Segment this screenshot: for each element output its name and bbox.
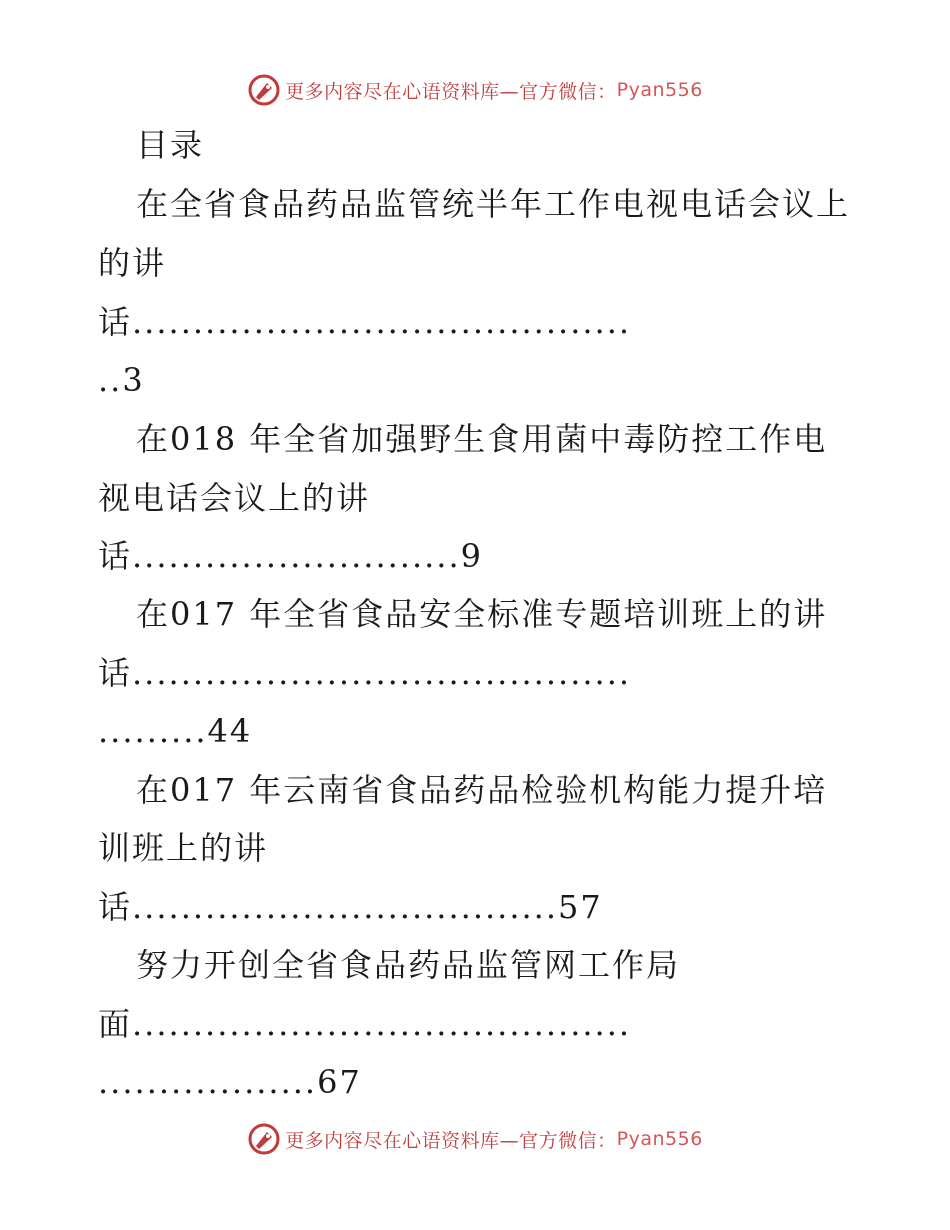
- wechat-id: Pyan556: [616, 79, 703, 101]
- toc-entry-5-leader-line1[interactable]: 面.........................................: [98, 1005, 632, 1043]
- toc-entry-4-leader-line1[interactable]: 话...................................57: [98, 888, 603, 926]
- toc-entry-4-title-line1[interactable]: 在017 年云南省食品药品检验机构能力提升培: [136, 771, 828, 809]
- toc-entry-2-leader-line1[interactable]: 话...........................9: [98, 537, 484, 575]
- toc-entry-3-title-line1[interactable]: 在017 年全省食品安全标准专题培训班上的讲: [136, 595, 828, 633]
- toc-entry-1-title-line2[interactable]: 的讲: [98, 244, 167, 282]
- pen-nib-logo-icon: [247, 73, 281, 107]
- toc-entry-1-leader-line1[interactable]: 话.........................................: [98, 303, 632, 341]
- watermark-banner-top: [0, 70, 950, 110]
- pen-nib-logo-icon: [247, 1122, 281, 1156]
- toc-entry-1-leader-line2[interactable]: ..3: [98, 361, 145, 399]
- toc-entry-2-title-line2[interactable]: 视电话会议上的讲: [98, 479, 371, 517]
- toc-entry-5-leader-line2[interactable]: ..................67: [98, 1063, 362, 1101]
- watermark-text: 更多内容尽在心语资料库—官方微信：: [285, 80, 617, 103]
- toc-entry-1-title-line1[interactable]: 在全省食品药品监管统半年工作电视电话会议上: [136, 185, 851, 223]
- toc-entry-2-title-line1[interactable]: 在018 年全省加强野生食用菌中毒防控工作电: [136, 420, 828, 458]
- watermark-text: 更多内容尽在心语资料库—官方微信：: [285, 1129, 617, 1152]
- watermark-banner-bottom: [0, 1119, 950, 1159]
- toc-entry-4-title-line2[interactable]: 训班上的讲: [98, 829, 269, 867]
- toc-entry-3-leader-line2[interactable]: .........44: [98, 712, 253, 750]
- toc-entry-3-leader-line1[interactable]: 话.........................................: [98, 654, 632, 692]
- toc-heading: 目录: [136, 126, 205, 164]
- toc-entry-5-title-line1[interactable]: 努力开创全省食品药品监管网工作局: [136, 946, 681, 984]
- wechat-id: Pyan556: [616, 1128, 703, 1150]
